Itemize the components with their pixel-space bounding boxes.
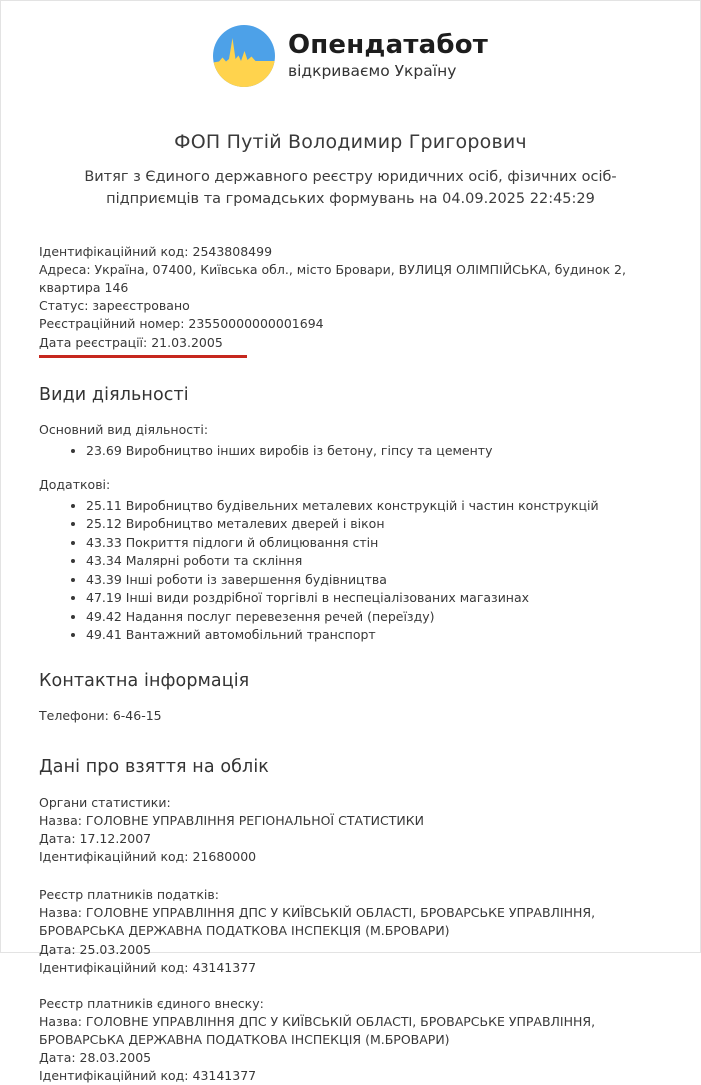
brand-tagline: відкриваємо Україну — [287, 62, 457, 81]
registration-code: Ідентифікаційний код: 21680000 — [39, 849, 257, 865]
additional-activities-label: Додаткові: — [39, 476, 111, 492]
registration-date: Дата: 25.03.2005 — [39, 941, 152, 957]
activity-item: • 43.34 Малярні роботи та скління — [86, 553, 662, 570]
detail-id-code: Ідентифікаційний код: 2543808499 — [39, 243, 273, 259]
registration-name: Назва: ГОЛОВНЕ УПРАВЛІННЯ ДПС У КИЇВСЬКІЙ ОБЛАСТІ, БРОВАРСЬКЕ УПРАВЛІННЯ, БРОВАРСЬКА ДЕРЖАВНА ПОДАТКОВА ІНСПЕКЦІЯ (М.БРОВАРИ) — [39, 905, 596, 939]
activity-item: • 47.19 Інші види роздрібної торгівлі в неспеціалізованих магазинах — [86, 590, 662, 607]
opendatabot-logo-icon — [213, 25, 275, 87]
phones-line: Телефони: 6-46-15 — [39, 708, 162, 724]
reg-date-red-underline: Дата реєстрації: 21.03.2005 — [39, 334, 247, 358]
registration-block-tax — [39, 886, 662, 977]
brand-name: Опендатабот — [287, 29, 489, 60]
registration-date: Дата: 28.03.2005 — [39, 1050, 152, 1066]
registration-block-statistics — [39, 794, 662, 867]
extract-subtitle: Витяг з Єдиного державного реєстру юридичних осіб, фізичних осіб-підприємців та громадських формувань на 04.09.2025 22:45:29 — [84, 169, 617, 208]
page-title: ФОП Путій Володимир Григорович — [174, 131, 527, 153]
activity-item: • 25.12 Виробництво металевих дверей і вікон — [86, 516, 662, 533]
activity-item: • 43.33 Покриття підлоги й облицювання стін — [86, 535, 662, 552]
detail-reg-number: Реєстраційний номер: 23550000000001694 — [39, 316, 324, 332]
activity-item: • 23.69 Виробництво інших виробів із бетону, гіпсу та цементу — [86, 443, 662, 460]
registration-code: Ідентифікаційний код: 43141377 — [39, 1068, 257, 1084]
section-heading-registrations: Дані про взяття на облік — [39, 757, 269, 778]
registration-block-single-contribution — [39, 995, 662, 1085]
opendatabot-logo[interactable] — [39, 25, 662, 87]
registration-name: Назва: ГОЛОВНЕ УПРАВЛІННЯ РЕГІОНАЛЬНОЇ СТАТИСТИКИ — [39, 812, 424, 828]
activity-item: • 43.39 Інші роботи із завершення будівництва — [86, 572, 662, 589]
registration-title: Реєстр платників податків: — [39, 887, 219, 903]
activity-item: • 49.42 Надання послуг перевезення речей (переїзду) — [86, 609, 662, 626]
activity-item: • 49.41 Вантажний автомобільний транспорт — [86, 627, 662, 644]
registration-code: Ідентифікаційний код: 43141377 — [39, 959, 257, 975]
additional-activity-list — [39, 498, 662, 644]
detail-reg-date — [39, 334, 662, 358]
details-section — [39, 243, 662, 358]
detail-address: Адреса: Україна, 07400, Київська обл., місто Бровари, ВУЛИЦЯ ОЛІМПІЙСЬКА, будинок 2, квартира 146 — [39, 262, 626, 296]
registration-name: Назва: ГОЛОВНЕ УПРАВЛІННЯ ДПС У КИЇВСЬКІЙ ОБЛАСТІ, БРОВАРСЬКЕ УПРАВЛІННЯ, БРОВАРСЬКА ДЕРЖАВНА ПОДАТКОВА ІНСПЕКЦІЯ (М.БРОВАРИ) — [39, 1013, 596, 1048]
primary-activity-list — [39, 443, 662, 460]
activity-item: • 25.11 Виробництво будівельних металевих конструкцій і частин конструкцій — [86, 498, 662, 515]
registration-title: Реєстр платників єдиного внеску: — [39, 995, 264, 1011]
registration-date: Дата: 17.12.2007 — [39, 830, 152, 846]
primary-activity-label: Основний вид діяльності: — [39, 422, 209, 438]
section-heading-activities: Види діяльності — [39, 384, 189, 405]
detail-status: Статус: зареєстровано — [39, 298, 190, 314]
registration-title: Органи статистики: — [39, 794, 171, 810]
section-heading-contacts: Контактна інформація — [39, 670, 250, 691]
